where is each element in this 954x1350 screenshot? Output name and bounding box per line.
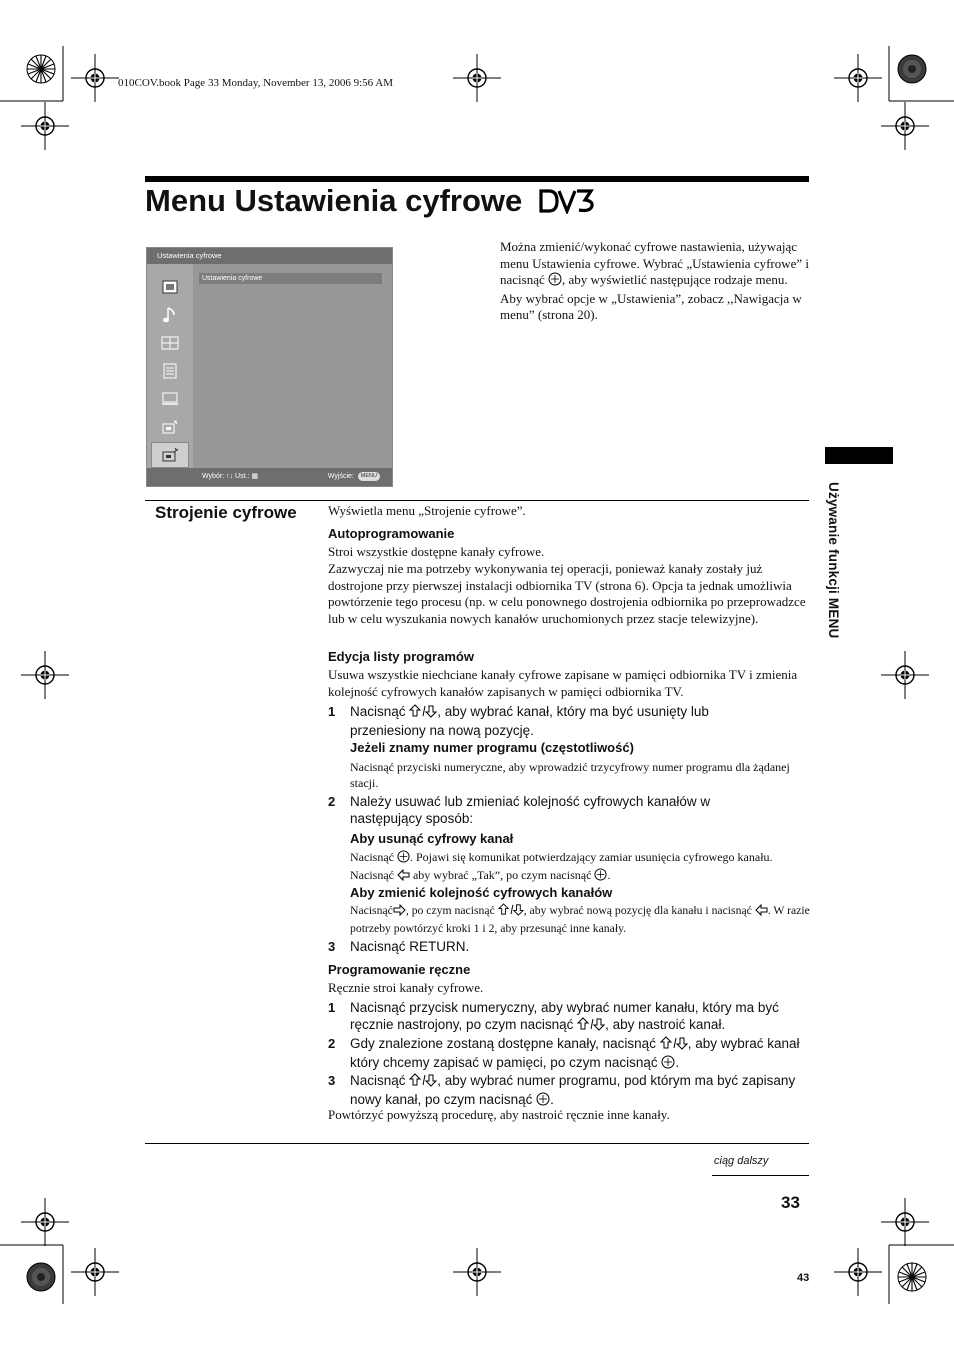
manual-desc: Ręcznie stroi kanały cyfrowe. <box>328 980 484 995</box>
manual-step-2-text-b: , aby wybrać kanał który chcemy zapisać w pamięci, po czym nacisnąć <box>350 1036 800 1070</box>
menu-button-icon: MENU <box>358 472 380 481</box>
page-number: 33 <box>781 1193 800 1212</box>
manual-step-3-text-a: Nacisnąć <box>350 1073 406 1088</box>
pc-icon <box>151 414 189 440</box>
auto-line-1: Stroi wszystkie dostępne kanały cyfrowe. <box>328 544 545 559</box>
edit-sub-3-text-b: , po czym nacisnąć <box>405 904 495 917</box>
music-note-icon <box>151 302 189 328</box>
ok-button-icon <box>594 868 607 885</box>
tv-menu-content <box>193 264 392 470</box>
manual-step-1-text-a: Nacisnąć przycisk numeryczny, aby wybrać numer kanału, który ma być ręcznie nastrojony, po czym nacisnąć <box>350 1000 779 1032</box>
edit-sub-2-text <box>350 849 808 885</box>
grid-icon <box>151 330 189 356</box>
edit-sub-2-heading: Aby usunąć cyfrowy kanał <box>350 831 514 846</box>
ok-button-icon <box>661 1055 675 1073</box>
edit-sub-1-text: Nacisnąć przyciski numeryczne, aby wprowadzić trzycyfrowy numer programu dla żądanej stacji. <box>350 760 790 790</box>
left-arrow-icon <box>755 904 768 921</box>
tv-menu-title: Ustawienia cyfrowe <box>147 248 392 264</box>
list-icon <box>151 358 189 384</box>
intro-text-1: Można zmienić/wykonać cyfrowe nastawienia, używając menu Ustawienia cyfrowe. Wybrać „Ustawienia cyfrowe” i nacisnąć <box>500 239 810 287</box>
left-arrow-icon <box>397 869 410 885</box>
manual-step-2 <box>350 1035 808 1073</box>
manual-closing: Powtórzyć powyższą procedurę, aby nastroić ręcznie inne kanały. <box>328 1107 670 1122</box>
tv-menu-screenshot <box>146 247 393 487</box>
auto-line-2: Zazwyczaj nie ma potrzeby wykonywania tej operacji, ponieważ kanały zostały już dostrojone przy pierwszej instalacji odbiornika TV (strona 6). Opcja ta jednak umożliwia powtórzenie tego procesu (np. w celu ponownego dostrojenia odbiornika po przeprowadzce lub w celu wyszukania nowych kanałów uruchomionych przez stacje telewizyjne). <box>328 561 806 626</box>
ok-button-icon <box>548 272 562 291</box>
manual-step-3-text-b: , aby wybrać numer programu, pod którym ma być zapisany nowy kanał, po czym nacisnąć <box>350 1073 796 1107</box>
edit-sub-1-heading: Jeżeli znamy numer programu (częstotliwość) <box>350 740 634 755</box>
edit-step-2-number: 2 <box>328 794 336 809</box>
up-down-icon <box>498 903 524 921</box>
manual-step-3-text-c: . <box>550 1092 554 1107</box>
digital-settings-icon <box>151 442 189 468</box>
intro-paragraph <box>500 239 810 324</box>
picture-icon <box>151 274 189 300</box>
tv-nav-hint: Wybór: <box>202 473 225 480</box>
continued-label: ciąg dalszy <box>714 1155 769 1167</box>
section-lead: Wyświetla menu „Strojenie cyfrowe”. <box>328 503 526 518</box>
manual-step-1 <box>350 999 808 1035</box>
right-arrow-icon <box>393 904 406 921</box>
ok-grid-icon: ▦ <box>251 473 258 480</box>
edit-sub-3-text-c: , aby wybrać nową pozycję dla kanału i nacisnąć <box>523 904 752 917</box>
side-tab-marker <box>825 447 893 464</box>
edit-sub-3-text-d: . W razie potrzeby powtórzyć kroki 1 i 2, aby przesunąć inne kanały. <box>350 904 810 935</box>
tv-menu-help-bar <box>147 468 392 486</box>
edit-step-1-text-b: , aby wybrać kanał, który ma być usunięty lub przeniesiony na nową pozycję. <box>350 704 709 738</box>
sub-page-number: 43 <box>797 1272 810 1284</box>
intro-text-2: , aby wyświetlić następujące rodzaje menu. Aby wybrać opcje w „Ustawienia”, zobacz ,,Nawigacja w menu” (strona 20). <box>500 272 802 322</box>
edit-sub-2-text-d: . <box>607 868 611 882</box>
up-down-icon <box>409 704 437 722</box>
edit-sub-2-text-a: Nacisnąć <box>350 850 394 864</box>
edit-step-3-number: 3 <box>328 939 336 954</box>
edit-step-1 <box>350 703 780 739</box>
tv-exit-hint: Wyjście: <box>327 473 354 480</box>
auto-heading: Autoprogramowanie <box>328 526 455 541</box>
edit-step-3: Nacisnąć RETURN. <box>350 939 470 954</box>
ok-button-icon <box>397 850 410 867</box>
up-down-icon <box>409 1073 437 1091</box>
tv-menu-sidebar <box>147 264 193 470</box>
edit-sub-3-heading: Aby zmienić kolejność cyfrowych kanałów <box>350 885 613 900</box>
tv-menu-selected-item: Ustawienia cyfrowe <box>199 273 382 284</box>
edit-sub-3-text <box>350 903 810 937</box>
edit-step-1-number: 1 <box>328 704 336 719</box>
manual-step-1-text-b: , aby nastroić kanał. <box>605 1017 726 1032</box>
edit-desc: Usuwa wszystkie niechciane kanały cyfrowe zapisane w pamięci odbiornika TV i zmienia kolejność cyfrowych kanałów zapisanych w pamięci odbiornika TV. <box>328 667 798 699</box>
dvb-logo-icon <box>539 186 595 222</box>
continued-rule <box>712 1175 809 1176</box>
manual-step-2-text-c: . <box>675 1055 680 1070</box>
file-info-header: 010COV.book Page 33 Monday, November 13, 2006 9:56 AM <box>118 77 393 89</box>
manual-step-3-number: 3 <box>328 1073 336 1088</box>
edit-heading: Edycja listy programów <box>328 649 474 664</box>
monitor-icon <box>151 386 189 412</box>
side-tab-label: Używanie funkcji MENU <box>826 482 841 639</box>
edit-sub-3-text-a: Nacisnąć <box>350 904 393 917</box>
edit-sub-2-text-c: aby wybrać „Tak”, po czym nacisnąć <box>412 868 592 882</box>
section-rule <box>145 500 809 501</box>
manual-step-3 <box>350 1072 808 1110</box>
page-title <box>145 183 595 222</box>
manual-step-2-number: 2 <box>328 1036 336 1051</box>
edit-sub-2-text-b: . Pojawi się komunikat potwierdzający zamiar usunięcia cyfrowego kanału. Nacisnąć <box>350 850 773 882</box>
up-down-icon <box>660 1036 688 1054</box>
tv-ok-hint: Ust.: <box>235 473 250 480</box>
up-down-icon <box>577 1017 605 1035</box>
edit-step-1-text-a: Nacisnąć <box>350 704 406 719</box>
title-rule <box>145 176 809 182</box>
bottom-rule <box>145 1143 809 1144</box>
up-down-arrows-icon: ↑↓ <box>226 473 234 480</box>
manual-step-2-text-a: Gdy znalezione zostaną dostępne kanały, nacisnąć <box>350 1036 656 1051</box>
page-title-text: Menu Ustawienia cyfrowe <box>145 183 523 218</box>
manual-heading: Programowanie ręczne <box>328 962 471 977</box>
manual-step-1-number: 1 <box>328 1000 336 1015</box>
edit-step-2: Należy usuwać lub zmieniać kolejność cyfrowych kanałów w następujący sposób: <box>350 794 711 826</box>
section-heading: Strojenie cyfrowe <box>155 503 297 522</box>
